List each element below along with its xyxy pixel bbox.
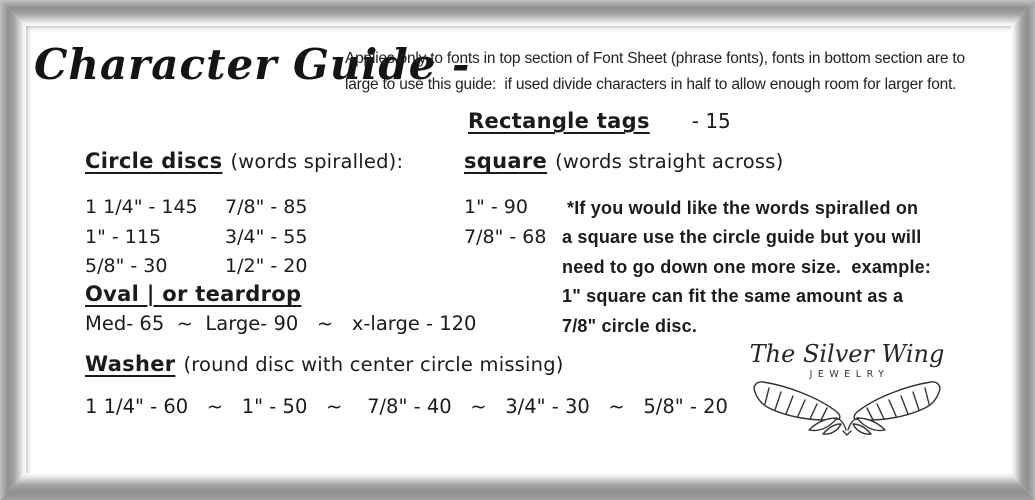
square-heading-row xyxy=(464,149,783,173)
frame-border-top xyxy=(0,0,1035,26)
washer-heading: Washer xyxy=(85,352,176,376)
brand-subtitle: JEWELRY xyxy=(809,369,890,380)
circle-size-entry: 7/8" - 85 xyxy=(225,196,308,218)
circle-discs-qualifier: (words spiralled): xyxy=(230,150,404,173)
frame-border-bottom xyxy=(0,473,1035,500)
page-title: Character Guide - xyxy=(34,40,471,89)
square-size-entry: 7/8" - 68 xyxy=(464,225,547,248)
circle-size-entry: 1/2" - 20 xyxy=(225,255,308,277)
note-line: 7/8" circle disc. xyxy=(562,315,698,336)
circle-size-entry: 5/8" - 30 xyxy=(85,255,168,277)
rectangle-tags-row xyxy=(468,109,731,133)
feather-wings-icon xyxy=(749,378,945,436)
washer-size-values: 1 1/4" - 60 ~ 1" - 50 ~ 7/8" - 40 ~ 3/4" - 30 ~ 5/8" - 20 xyxy=(85,395,728,418)
square-spiral-note xyxy=(562,194,931,341)
frame-border-right xyxy=(1011,0,1035,500)
circle-size-entry: 1" - 115 xyxy=(85,225,162,248)
note-line: *If you would like the words spiralled on xyxy=(567,198,919,218)
oval-heading xyxy=(85,282,301,306)
oval-size-values: Med- 65 ~ Large- 90 ~ x-large - 120 xyxy=(85,312,477,335)
washer-heading-row xyxy=(85,352,564,376)
rectangle-tags-value: - 15 xyxy=(691,109,731,133)
intro-paragraph xyxy=(345,46,965,98)
oval-heading-text: Oval | or teardrop xyxy=(85,282,302,306)
rectangle-tags-heading: Rectangle tags xyxy=(468,109,650,133)
circle-discs-size-table xyxy=(85,193,307,282)
intro-line-1: Applies only to fonts in top section of Font Sheet (phrase fonts), fonts in bottom section are to xyxy=(345,50,965,67)
square-qualifier: (words straight across) xyxy=(555,150,784,173)
circle-discs-heading: Circle discs xyxy=(85,149,223,173)
circle-size-entry: 1 1/4" - 145 xyxy=(85,196,198,218)
washer-qualifier: (round disc with center circle missing) xyxy=(183,353,564,376)
intro-line-2: large to use this guide: if used divide characters in half to allow enough room for larger font. xyxy=(345,76,957,93)
square-heading: square xyxy=(464,149,548,173)
brand-logo xyxy=(748,340,946,440)
frame-border-left xyxy=(0,0,26,500)
circle-discs-heading-row xyxy=(85,149,403,173)
circle-size-entry: 3/4" - 55 xyxy=(225,225,308,248)
note-line: a square use the circle guide but you will xyxy=(562,227,922,248)
square-size-table xyxy=(464,193,546,252)
square-size-entry: 1" - 90 xyxy=(464,196,528,218)
brand-name: The Silver Wing xyxy=(749,340,945,368)
note-line: need to go down one more size. example: xyxy=(562,256,932,277)
note-line: 1" square can fit the same amount as a xyxy=(562,286,904,307)
